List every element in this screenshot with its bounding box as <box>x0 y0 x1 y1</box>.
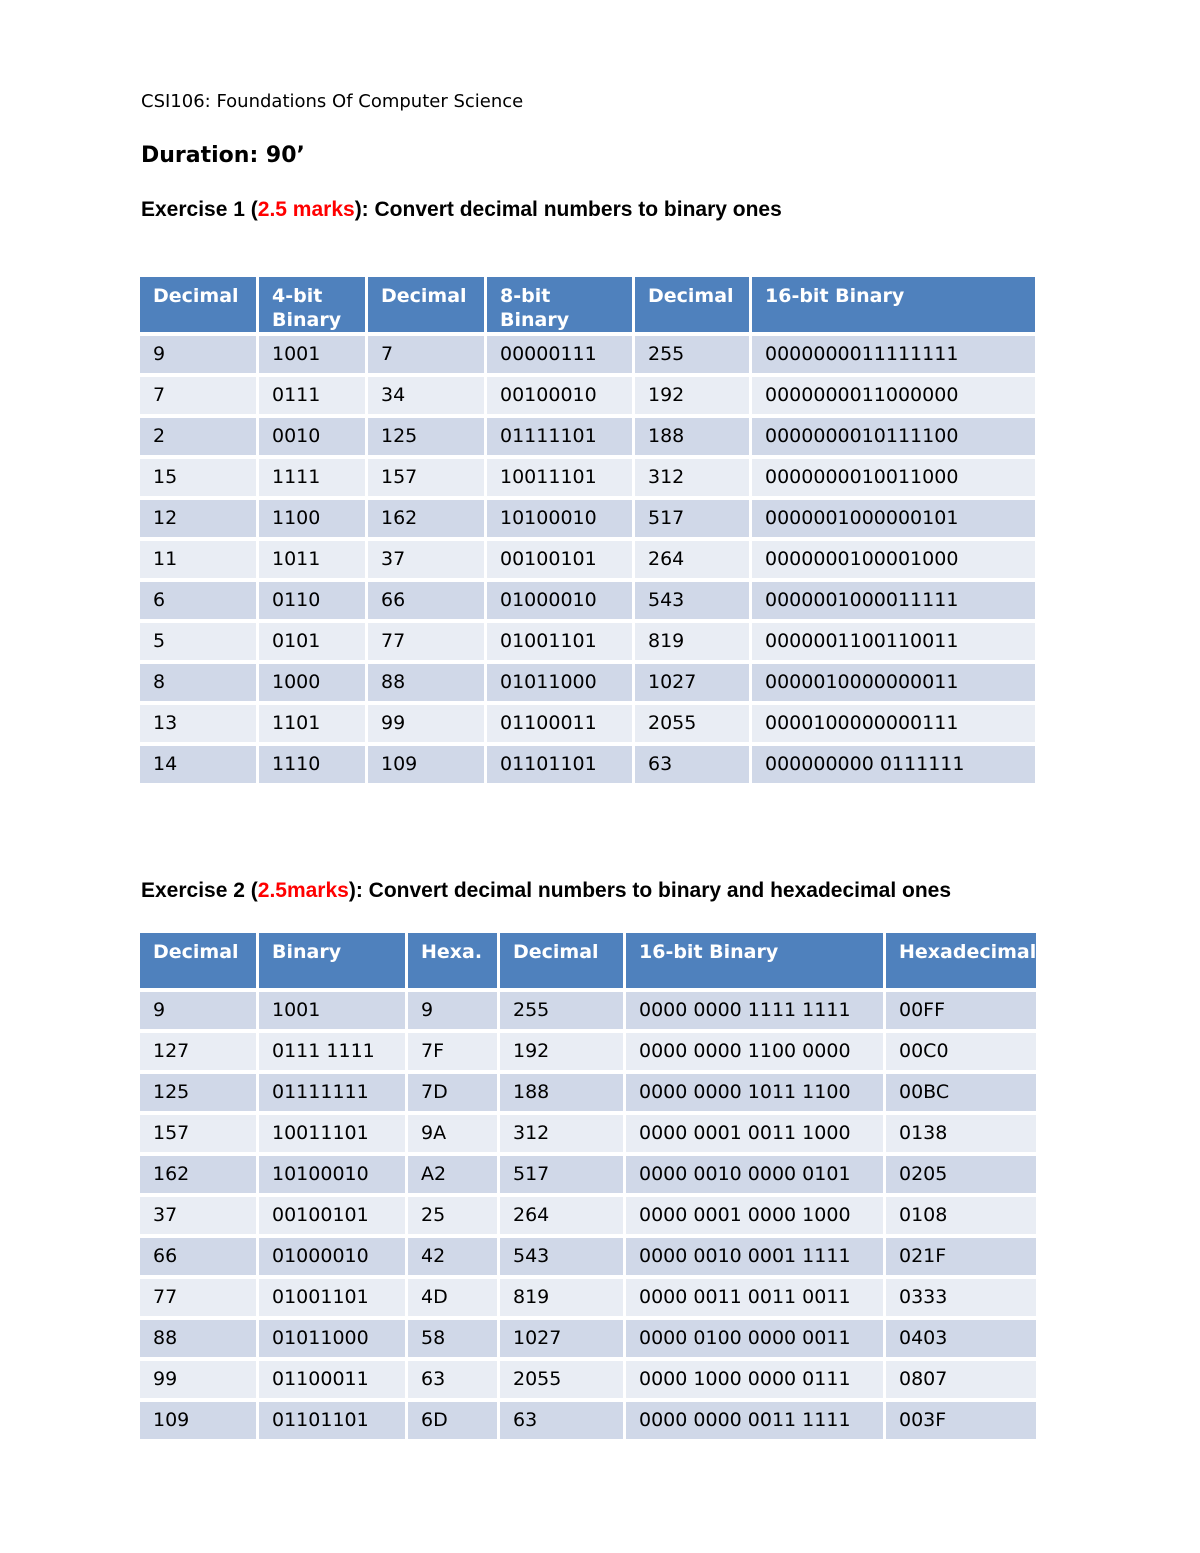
column-header: Decimal <box>368 277 484 332</box>
table-row <box>140 459 1035 496</box>
table-cell: 00000111 <box>487 336 632 373</box>
exercise-2-title-suffix: ): Convert decimal numbers to binary and hexadecimal ones <box>348 879 952 902</box>
table-cell: 14 <box>140 746 256 783</box>
table-cell: 543 <box>635 582 749 619</box>
table-cell: 13 <box>140 705 256 742</box>
table-cell: 0333 <box>886 1279 1036 1316</box>
table-row <box>140 623 1035 660</box>
table-cell: 10011101 <box>259 1115 405 1152</box>
table-cell: 00100101 <box>487 541 632 578</box>
table-cell: 01011000 <box>259 1320 405 1357</box>
table-row <box>140 992 1036 1029</box>
table-cell: 4D <box>408 1279 497 1316</box>
table-cell: 162 <box>140 1156 256 1193</box>
column-header: Hexa. <box>408 933 497 988</box>
exercise-2-title-prefix: Exercise 2 ( <box>141 879 258 902</box>
table-cell: 2 <box>140 418 256 455</box>
table-cell: 157 <box>140 1115 256 1152</box>
table-cell: 819 <box>635 623 749 660</box>
table-header-row <box>140 277 1035 332</box>
table-row <box>140 541 1035 578</box>
table-cell: 01000010 <box>487 582 632 619</box>
table-cell: 0000000010011000 <box>752 459 1035 496</box>
table-cell: 0111 1111 <box>259 1033 405 1070</box>
exercise-1-title-prefix: Exercise 1 ( <box>141 198 258 221</box>
table-cell: 264 <box>635 541 749 578</box>
course-title: CSI106: Foundations Of Computer Science <box>141 91 524 112</box>
table-cell: 0000 0001 0011 1000 <box>626 1115 883 1152</box>
column-header: Decimal <box>140 277 256 332</box>
table-cell: 01101101 <box>259 1402 405 1439</box>
table-cell: 0138 <box>886 1115 1036 1152</box>
table-cell: 127 <box>140 1033 256 1070</box>
table-cell: 0000001000000101 <box>752 500 1035 537</box>
table-cell: A2 <box>408 1156 497 1193</box>
table-cell: 517 <box>500 1156 623 1193</box>
table-row <box>140 1033 1036 1070</box>
table-cell: 01100011 <box>487 705 632 742</box>
table-cell: 37 <box>368 541 484 578</box>
table-cell: 0205 <box>886 1156 1036 1193</box>
duration-label: Duration: 90’ <box>141 143 305 168</box>
table-cell: 42 <box>408 1238 497 1275</box>
table-row <box>140 1402 1036 1439</box>
table-cell: 0000010000000011 <box>752 664 1035 701</box>
table-cell: 58 <box>408 1320 497 1357</box>
table-cell: 0000001000011111 <box>752 582 1035 619</box>
table-cell: 01000010 <box>259 1238 405 1275</box>
table-cell: 192 <box>500 1033 623 1070</box>
table-cell: 162 <box>368 500 484 537</box>
table-row <box>140 1074 1036 1111</box>
table-cell: 01001101 <box>259 1279 405 1316</box>
table-cell: 0000 0100 0000 0011 <box>626 1320 883 1357</box>
table-row <box>140 418 1035 455</box>
table-cell: 312 <box>500 1115 623 1152</box>
table-cell: 01111111 <box>259 1074 405 1111</box>
table-cell: 99 <box>368 705 484 742</box>
table-cell: 0000000100001000 <box>752 541 1035 578</box>
table-cell: 7F <box>408 1033 497 1070</box>
table-cell: 7 <box>368 336 484 373</box>
table-cell: 63 <box>408 1361 497 1398</box>
column-header: 4-bit Binary <box>259 277 365 332</box>
table-cell: 0108 <box>886 1197 1036 1234</box>
table-cell: 66 <box>368 582 484 619</box>
table-cell: 00FF <box>886 992 1036 1029</box>
table-cell: 25 <box>408 1197 497 1234</box>
table-cell: 10100010 <box>259 1156 405 1193</box>
table-cell: 312 <box>635 459 749 496</box>
table-cell: 88 <box>368 664 484 701</box>
table-cell: 0000 0001 0000 1000 <box>626 1197 883 1234</box>
table-cell: 0807 <box>886 1361 1036 1398</box>
table-cell: 01100011 <box>259 1361 405 1398</box>
table-cell: 63 <box>635 746 749 783</box>
exercise-2-title <box>141 879 951 903</box>
table-cell: 000000000 0111111 <box>752 746 1035 783</box>
table-row <box>140 377 1035 414</box>
table-cell: 34 <box>368 377 484 414</box>
table-cell: 0000 0011 0011 0011 <box>626 1279 883 1316</box>
table-cell: 11 <box>140 541 256 578</box>
table-row <box>140 1115 1036 1152</box>
exercise-2-table <box>137 929 1039 1443</box>
table-cell: 125 <box>140 1074 256 1111</box>
table-row <box>140 1279 1036 1316</box>
table-row <box>140 336 1035 373</box>
table-cell: 10011101 <box>487 459 632 496</box>
table-cell: 66 <box>140 1238 256 1275</box>
table-cell: 188 <box>635 418 749 455</box>
table-cell: 01011000 <box>487 664 632 701</box>
table-row <box>140 1238 1036 1275</box>
table-cell: 0000 1000 0000 0111 <box>626 1361 883 1398</box>
table-cell: 8 <box>140 664 256 701</box>
column-header: 8-bit Binary <box>487 277 632 332</box>
table-cell: 77 <box>368 623 484 660</box>
column-header: Decimal <box>635 277 749 332</box>
column-header: Decimal <box>500 933 623 988</box>
table-cell: 0000000010111100 <box>752 418 1035 455</box>
table-cell: 7 <box>140 377 256 414</box>
table-cell: 6D <box>408 1402 497 1439</box>
exercise-1-table-body <box>140 336 1035 783</box>
table-cell: 517 <box>635 500 749 537</box>
column-header: Decimal <box>140 933 256 988</box>
table-cell: 9 <box>140 992 256 1029</box>
table-cell: 37 <box>140 1197 256 1234</box>
table-cell: 1001 <box>259 336 365 373</box>
table-row <box>140 1197 1036 1234</box>
table-cell: 0000 0010 0000 0101 <box>626 1156 883 1193</box>
table-cell: 0000001100110011 <box>752 623 1035 660</box>
column-header: 16-bit Binary <box>626 933 883 988</box>
table-cell: 10100010 <box>487 500 632 537</box>
table-cell: 9 <box>140 336 256 373</box>
table-cell: 0000 0000 1111 1111 <box>626 992 883 1029</box>
table-cell: 1011 <box>259 541 365 578</box>
table-cell: 188 <box>500 1074 623 1111</box>
exercise-1-table <box>137 273 1038 787</box>
table-row <box>140 664 1035 701</box>
table-cell: 9 <box>408 992 497 1029</box>
table-cell: 255 <box>500 992 623 1029</box>
table-cell: 1001 <box>259 992 405 1029</box>
table-cell: 543 <box>500 1238 623 1275</box>
table-cell: 157 <box>368 459 484 496</box>
table-cell: 0000000011111111 <box>752 336 1035 373</box>
table-cell: 109 <box>368 746 484 783</box>
table-cell: 15 <box>140 459 256 496</box>
table-cell: 255 <box>635 336 749 373</box>
table-row <box>140 705 1035 742</box>
table-cell: 0010 <box>259 418 365 455</box>
exercise-1-marks: 2.5 marks <box>257 198 355 221</box>
table-cell: 0110 <box>259 582 365 619</box>
table-row <box>140 1320 1036 1357</box>
table-cell: 63 <box>500 1402 623 1439</box>
table-cell: 192 <box>635 377 749 414</box>
table-cell: 0000100000000111 <box>752 705 1035 742</box>
table-cell: 99 <box>140 1361 256 1398</box>
table-cell: 1110 <box>259 746 365 783</box>
table-cell: 7D <box>408 1074 497 1111</box>
table-cell: 00C0 <box>886 1033 1036 1070</box>
table-cell: 0000 0000 1100 0000 <box>626 1033 883 1070</box>
table-row <box>140 582 1035 619</box>
table-cell: 125 <box>368 418 484 455</box>
table-cell: 77 <box>140 1279 256 1316</box>
table-cell: 00100010 <box>487 377 632 414</box>
table-cell: 0000 0010 0001 1111 <box>626 1238 883 1275</box>
table-cell: 0403 <box>886 1320 1036 1357</box>
table-cell: 01111101 <box>487 418 632 455</box>
table-cell: 0000 0000 1011 1100 <box>626 1074 883 1111</box>
table-cell: 0000000011000000 <box>752 377 1035 414</box>
table-cell: 003F <box>886 1402 1036 1439</box>
table-row <box>140 746 1035 783</box>
table-cell: 0000 0000 0011 1111 <box>626 1402 883 1439</box>
table-cell: 109 <box>140 1402 256 1439</box>
table-cell: 9A <box>408 1115 497 1152</box>
table-cell: 88 <box>140 1320 256 1357</box>
column-header: Hexadecimal <box>886 933 1036 988</box>
exercise-1-title <box>141 198 782 222</box>
table-cell: 00BC <box>886 1074 1036 1111</box>
table-cell: 6 <box>140 582 256 619</box>
exercise-2-marks: 2.5marks <box>257 879 349 902</box>
table-cell: 1027 <box>500 1320 623 1357</box>
table-cell: 01101101 <box>487 746 632 783</box>
table-cell: 0111 <box>259 377 365 414</box>
table-cell: 819 <box>500 1279 623 1316</box>
table-cell: 2055 <box>500 1361 623 1398</box>
table-row <box>140 1156 1036 1193</box>
exercise-2-table-body <box>140 992 1036 1439</box>
table-cell: 00100101 <box>259 1197 405 1234</box>
table-cell: 1027 <box>635 664 749 701</box>
table-cell: 12 <box>140 500 256 537</box>
table-header-row <box>140 933 1036 988</box>
table-cell: 021F <box>886 1238 1036 1275</box>
table-cell: 1000 <box>259 664 365 701</box>
table-cell: 264 <box>500 1197 623 1234</box>
table-cell: 1101 <box>259 705 365 742</box>
table-cell: 1100 <box>259 500 365 537</box>
table-cell: 5 <box>140 623 256 660</box>
column-header: Binary <box>259 933 405 988</box>
table-row <box>140 500 1035 537</box>
table-cell: 01001101 <box>487 623 632 660</box>
table-cell: 0101 <box>259 623 365 660</box>
exercise-1-title-suffix: ): Convert decimal numbers to binary ones <box>354 198 782 221</box>
table-cell: 1111 <box>259 459 365 496</box>
table-row <box>140 1361 1036 1398</box>
table-cell: 2055 <box>635 705 749 742</box>
column-header: 16-bit Binary <box>752 277 1035 332</box>
